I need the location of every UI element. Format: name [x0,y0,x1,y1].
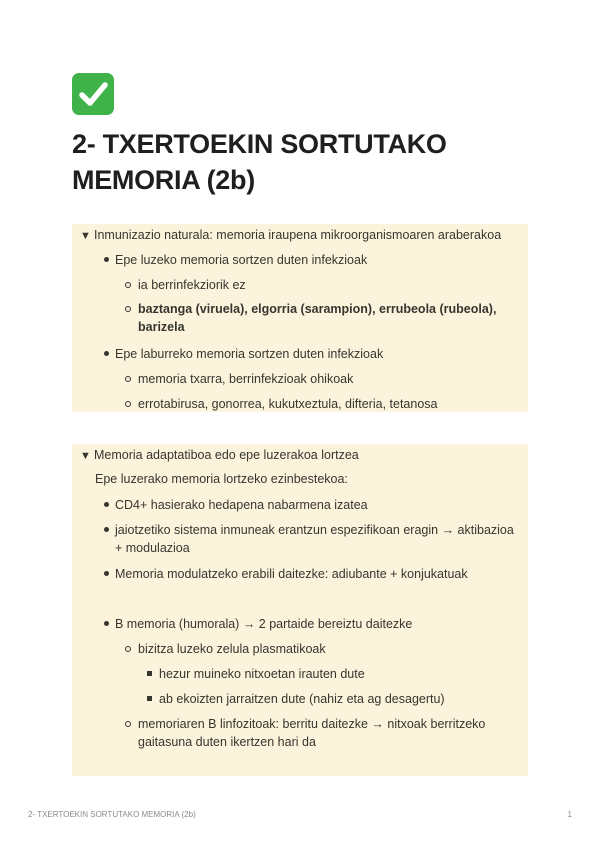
list-item-continuation: gaitasuna duten ikertzen hari da [138,735,316,749]
footer-title: 2- TXERTOEKIN SORTUTAKO MEMORIA (2b) [28,810,196,819]
circle-bullet-icon [125,401,131,407]
disc-bullet-icon [104,571,109,576]
disc-bullet-icon [104,621,109,626]
circle-bullet-icon [125,376,131,382]
circle-bullet-icon [125,646,131,652]
page-number: 1 [567,810,572,819]
list-item-continuation: + modulazioa [115,541,190,555]
list-item: errotabirusa, gonorrea, kukutxeztula, difteria, tetanosa [138,397,438,411]
disc-bullet-icon [104,257,109,262]
toggle-summary[interactable]: ▼ Memoria adaptatiboa edo epe luzerakoa lortzea [80,446,359,465]
disc-bullet-icon [104,527,109,532]
list-item: bizitza luzeko zelula plasmatikoak [138,642,326,656]
list-item: Epe luzeko memoria sortzen duten infekzioak [115,253,368,267]
toggle-block-adaptive-memory [72,444,528,776]
triangle-down-icon[interactable]: ▼ [80,230,91,242]
circle-bullet-icon [125,282,131,288]
disc-bullet-icon [104,351,109,356]
circle-bullet-icon [125,306,131,312]
list-item: jaiotzetiko sistema inmuneak erantzun espezifikoan eragin → aktibazioa [115,523,514,537]
list-item: baztanga (viruela), elgorria (sarampion), errubeola (rubeola), [138,302,497,316]
square-bullet-icon [147,696,152,701]
disc-bullet-icon [104,502,109,507]
list-item: B memoria (humorala) → 2 partaide bereiztu daitezke [115,617,413,631]
toggle-block-natural-immunization [72,224,528,412]
intro-text: Epe luzerako memoria lortzeko ezinbestekoa: [95,472,348,486]
list-item: memoriaren B linfozitoak: berritu daitezke → nitxoak berritzeko [138,717,486,731]
list-item: ab ekoizten jarraitzen dute (nahiz eta ag desagertu) [159,692,445,706]
list-item: Epe laburreko memoria sortzen duten infekzioak [115,347,384,361]
toggle-summary[interactable]: ▼ Inmunizazio naturala: memoria iraupena mikroorganismoaren araberakoa [80,226,501,245]
list-item-continuation: barizela [138,320,185,334]
list-item: CD4+ hasierako hedapena nabarmena izatea [115,498,368,512]
list-item: ia berrinfekziorik ez [138,278,246,292]
square-bullet-icon [147,671,152,676]
triangle-down-icon[interactable]: ▼ [80,450,91,462]
page-title: 2- TXERTOEKIN SORTUTAKO MEMORIA (2b) [72,129,447,195]
list-item: hezur muineko nitxoetan irauten dute [159,667,365,681]
list-item: memoria txarra, berrinfekzioak ohikoak [138,372,354,386]
list-item: Memoria modulatzeko erabili daitezke: adiubante + konjukatuak [115,567,468,581]
check-mark-button-icon [72,73,114,115]
circle-bullet-icon [125,721,131,727]
